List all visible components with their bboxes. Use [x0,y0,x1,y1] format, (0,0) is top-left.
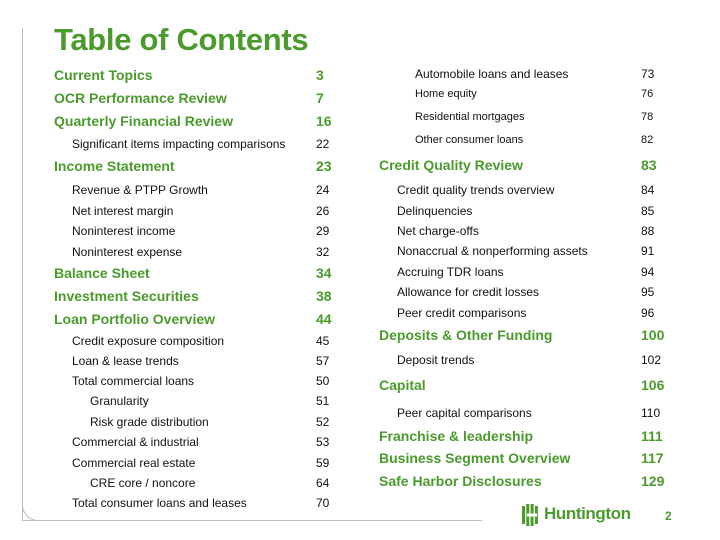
toc-entry-label: Loan & lease trends [72,354,179,369]
toc-entry-page: 111 [641,428,663,445]
toc-entry-label: Noninterest expense [72,245,183,260]
toc-entry-label: Capital [379,377,426,394]
toc-entry-page: 85 [641,204,655,219]
toc-entry-label: Net charge-offs [397,224,479,239]
toc-entry-label: Safe Harbor Disclosures [379,473,542,490]
toc-entry-page: 22 [316,137,330,152]
toc-entry-page: 102 [641,353,662,368]
toc-entry-label: Deposit trends [397,353,475,368]
toc-entry-page: 7 [316,90,324,107]
toc-entry-label: Balance Sheet [54,265,150,282]
toc-entry-page: 95 [641,285,655,300]
toc-entry-page: 91 [641,244,655,259]
toc-entry-label: Total consumer loans and leases [72,496,247,511]
toc-entry-label: Income Statement [54,158,175,175]
toc-entry-page: 29 [316,224,330,239]
toc-entry-page: 73 [641,67,655,82]
toc-entry-label: Loan Portfolio Overview [54,311,216,328]
toc-entry-page: 106 [641,377,665,394]
toc-entry-label: Residential mortgages [415,110,525,123]
toc-entry-page: 82 [641,133,654,146]
toc-entry-page: 26 [316,204,330,219]
toc-entry-label: Quarterly Financial Review [54,113,233,130]
toc-entry-label: Peer capital comparisons [397,406,532,421]
toc-entry-label: Net interest margin [72,204,174,219]
toc-entry-page: 76 [641,87,654,100]
toc-entry-page: 51 [316,394,330,409]
toc-entry-label: Franchise & leadership [379,428,534,445]
toc-entry-page: 52 [316,415,330,430]
toc-entry-label: Noninterest income [72,224,176,239]
toc-entry-page: 117 [641,450,664,467]
toc-entry-label: Delinquencies [397,204,473,219]
toc-entry-label: Other consumer loans [415,133,524,146]
toc-entry-page: 16 [316,113,332,130]
toc-entry-page: 78 [641,110,654,123]
toc-entry-label: Nonaccrual & nonperforming assets [397,244,588,259]
toc-entry-page: 96 [641,306,655,321]
toc-entry-label: CRE core / noncore [90,476,196,491]
toc-entry-page: 3 [316,67,324,84]
toc-entry-label: Deposits & Other Funding [379,327,553,344]
toc-entry-label: Granularity [90,394,149,409]
toc-entry-page: 64 [316,476,330,491]
toc-entry-page: 70 [316,496,330,511]
toc-entry-label: Significant items impacting comparisons [72,137,286,152]
toc-entry-label: Risk grade distribution [90,415,209,430]
toc-entry-label: Credit exposure composition [72,334,225,349]
toc-entry-page: 23 [316,158,332,175]
frame-bottom-rule [22,520,482,521]
toc-entry-page: 32 [316,245,330,260]
frame-corner [22,505,38,521]
slide-number: 2 [665,509,672,523]
toc-entry-label: Home equity [415,87,477,100]
toc-entry-label: Business Segment Overview [379,450,571,467]
toc-entry-page: 110 [641,406,661,421]
toc-entry-page: 129 [641,473,665,490]
toc-entry-page: 88 [641,224,655,239]
toc-entry-page: 57 [316,354,330,369]
logo-wordmark: Huntington [544,504,631,523]
toc-entry-page: 34 [316,265,332,282]
toc-entry-page: 94 [641,265,655,280]
toc-entry-label: Current Topics [54,67,153,84]
toc-entry-label: Total commercial loans [72,374,195,389]
toc-entry-label: Revenue & PTPP Growth [72,183,208,198]
toc-entry-page: 83 [641,157,657,174]
toc-entry-page: 44 [316,311,332,328]
huntington-logo-icon [522,504,542,526]
toc-entry-label: Allowance for credit losses [397,285,540,300]
toc-entry-page: 50 [316,374,330,389]
toc-entry-page: 24 [316,183,330,198]
toc-entry-page: 53 [316,435,330,450]
toc-entry-page: 84 [641,183,655,198]
toc-entry-page: 45 [316,334,330,349]
toc-entry-label: Accruing TDR loans [397,265,504,280]
toc-entry-label: Commercial & industrial [72,435,199,450]
toc-entry-label: Commercial real estate [72,456,196,471]
toc-entry-label: OCR Performance Review [54,90,227,107]
toc-entry-label: Credit Quality Review [379,157,523,174]
toc-entry-page: 38 [316,288,332,305]
toc-entry-page: 100 [641,327,665,344]
toc-entry-page: 59 [316,456,330,471]
frame-left-rule [22,28,23,520]
huntington-logo [522,503,642,527]
toc-entry-label: Investment Securities [54,288,199,305]
toc-entry-label: Credit quality trends overview [397,183,555,198]
toc-entry-label: Automobile loans and leases [415,67,569,82]
page-title: Table of Contents [54,22,309,57]
toc-entry-label: Peer credit comparisons [397,306,527,321]
